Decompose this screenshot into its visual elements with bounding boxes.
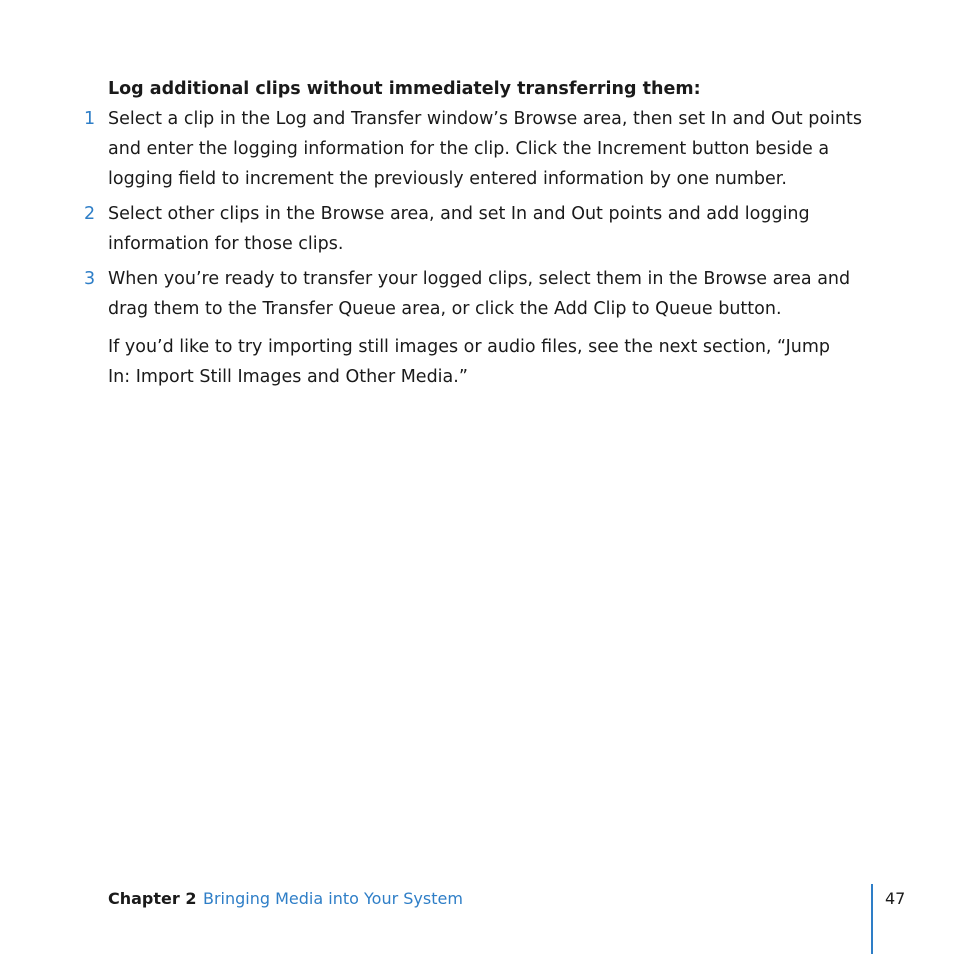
footer-chapter-label: Chapter 2 bbox=[108, 889, 197, 908]
step-text: When you’re ready to transfer your logged clips, select them in the Browse area and drag them to the Transfer Queue area, or click the Add Clip to Queue button. bbox=[108, 269, 851, 319]
step-item-3 bbox=[0, 264, 954, 324]
step-number: 2 bbox=[84, 204, 96, 224]
step-number: 1 bbox=[84, 109, 96, 129]
task-heading: Log additional clips without immediately transferring them: bbox=[108, 79, 701, 99]
step-item-2 bbox=[0, 199, 954, 259]
step-item-1 bbox=[0, 104, 954, 194]
step-list bbox=[0, 104, 954, 329]
step-text: Select a clip in the Log and Transfer window’s Browse area, then set In and Out points and enter the logging information for the clip. Click the Increment button beside a logging field to increment the previously entered information by one number. bbox=[108, 109, 862, 189]
cross-reference-note: If you’d like to try importing still images or audio files, see the next section, “Jump In: Import Still Images and Other Media.” bbox=[108, 337, 830, 387]
step-text: Select other clips in the Browse area, and set In and Out points and add logging information for those clips. bbox=[108, 204, 810, 254]
step-number: 3 bbox=[84, 269, 96, 289]
footer-chapter-title: Bringing Media into Your System bbox=[203, 889, 463, 908]
page-number: 47 bbox=[885, 889, 906, 908]
footer-divider bbox=[871, 884, 873, 954]
